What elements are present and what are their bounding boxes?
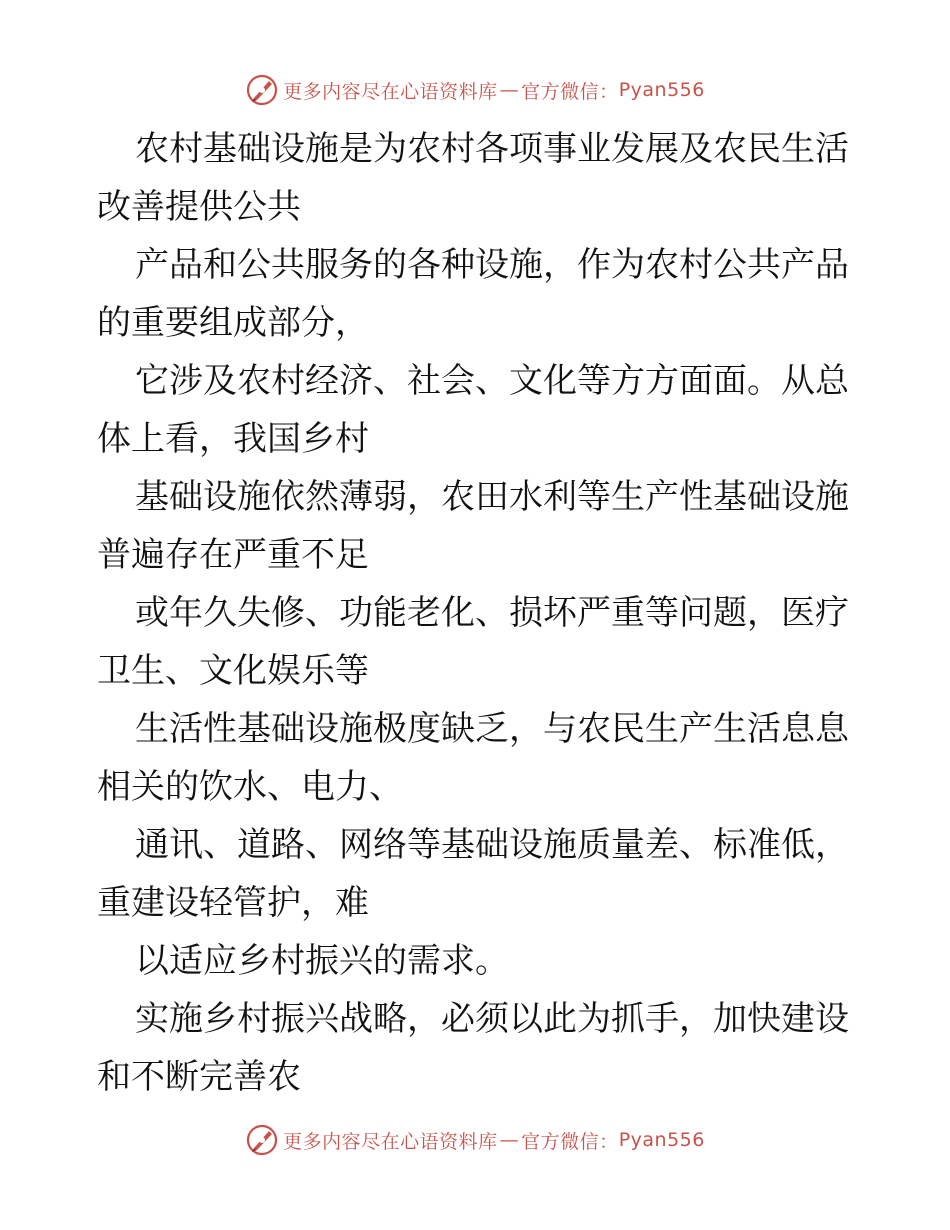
paragraph-line: 以适应乡村振兴的需求。 (135, 941, 509, 981)
watermark-wechat-id: Pyan556 (618, 79, 705, 101)
paragraph-line: 体上看，我国乡村 (97, 419, 369, 459)
paragraph-line: 实施乡村振兴战略，必须以此为抓手，加快建设 (135, 999, 849, 1039)
paragraph-line: 重建设轻管护，难 (97, 883, 369, 923)
paragraph (97, 236, 857, 352)
paragraph (97, 816, 857, 932)
paragraph-line: 农村基础设施是为农村各项事业发展及农民生活 (135, 129, 849, 169)
paragraph (97, 990, 857, 1106)
paragraph-line: 普遍存在严重不足 (97, 535, 369, 575)
paragraph-line: 或年久失修、功能老化、损坏严重等问题，医疗 (135, 593, 849, 633)
paragraph-line: 产品和公共服务的各种设施，作为农村公共产品 (135, 245, 849, 285)
watermark-wechat-label: 官方微信： (521, 80, 619, 103)
paragraph-line: 的重要组成部分， (97, 303, 369, 343)
watermark-site: 更多内容尽在心语资料库 (283, 80, 498, 103)
paragraph (97, 932, 857, 990)
paragraph (97, 120, 857, 236)
paragraph-line: 基础设施依然薄弱，农田水利等生产性基础设施 (135, 477, 849, 517)
paragraph-line: 它涉及农村经济、社会、文化等方方面面。从总 (135, 361, 849, 401)
watermark-site: 更多内容尽在心语资料库 (283, 1130, 498, 1153)
paragraph (97, 352, 857, 468)
header-watermark (0, 70, 950, 110)
watermark-separator: — (499, 1129, 520, 1151)
document-body (97, 120, 857, 1106)
paragraph-line: 通讯、道路、网络等基础设施质量差、标准低， (135, 825, 849, 865)
paragraph-line: 相关的饮水、电力、 (97, 767, 403, 807)
quill-pen-logo-icon (245, 73, 279, 107)
paragraph-line: 生活性基础设施极度缺乏，与农民生产生活息息 (135, 709, 849, 749)
watermark-wechat-id: Pyan556 (618, 1129, 705, 1151)
watermark-separator: — (499, 79, 520, 101)
watermark-wechat-label: 官方微信： (521, 1130, 619, 1153)
paragraph (97, 468, 857, 584)
footer-watermark (0, 1120, 950, 1160)
paragraph (97, 584, 857, 700)
paragraph (97, 700, 857, 816)
paragraph-line: 卫生、文化娱乐等 (97, 651, 369, 691)
paragraph-line: 改善提供公共 (97, 187, 301, 227)
paragraph-line: 和不断完善农 (97, 1057, 301, 1097)
quill-pen-logo-icon (245, 1123, 279, 1157)
